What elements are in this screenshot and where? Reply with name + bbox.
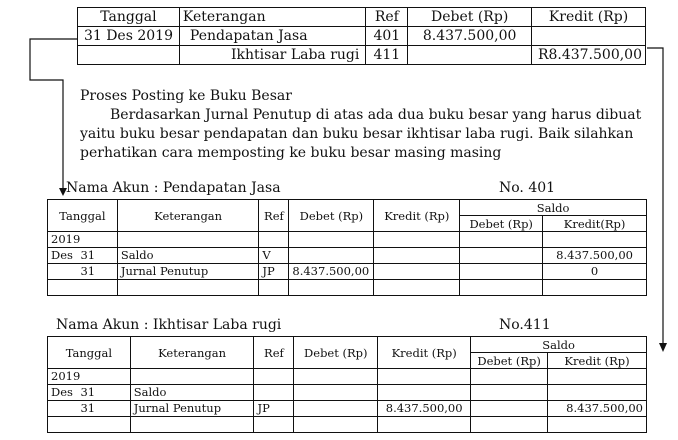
journal-cell-description: Ikhtisar Laba rugi bbox=[179, 46, 365, 65]
ledger1-cell-date: 2019 bbox=[48, 232, 118, 248]
ledger2-cell-day: 31 bbox=[77, 401, 130, 417]
ledger1-cell-ref: JP bbox=[259, 264, 289, 280]
arrow-to-ledger1 bbox=[30, 39, 78, 196]
ledger1-cell-saldo-kredit: 8.437.500,00 bbox=[543, 248, 647, 264]
journal-cell-debet: 8.437.500,00 bbox=[408, 27, 532, 46]
paragraph-line: perhatikan cara memposting ke buku besar masing masing bbox=[80, 145, 502, 161]
ledger2-cell-keterangan: Saldo bbox=[130, 385, 254, 401]
ledger1-header-debet: Debet (Rp) bbox=[289, 200, 374, 232]
ledger2-cell-date: 2019 bbox=[48, 369, 131, 385]
ledger1-header-tanggal: Tanggal bbox=[48, 200, 118, 232]
ledger1-cell-day: 31 bbox=[77, 264, 117, 280]
journal-cell-ref: 411 bbox=[366, 46, 408, 65]
ledger1-cell-keterangan: Saldo bbox=[117, 248, 259, 264]
ledger2-account-number: No.411 bbox=[499, 317, 551, 333]
ledger2-cell-ref: JP bbox=[254, 401, 294, 417]
journal-cell-description: Pendapatan Jasa bbox=[179, 27, 365, 46]
ledger2-cell-kredit: 8.437.500,00 bbox=[378, 401, 471, 417]
ledger2-cell-saldo-kredit: 8.437.500,00 bbox=[548, 401, 647, 417]
ledger1-cell-saldo-kredit: 0 bbox=[543, 264, 647, 280]
ledger2-header-tanggal: Tanggal bbox=[48, 337, 131, 369]
ledger2-header-ref: Ref bbox=[254, 337, 294, 369]
ledger2-header-saldo-debet: Debet (Rp) bbox=[471, 353, 548, 369]
journal-header-keterangan: Keterangan bbox=[179, 8, 365, 27]
ledger1-header-saldo: Saldo bbox=[460, 200, 647, 216]
ledger1-cell-month: Des bbox=[48, 248, 78, 264]
journal-cell-kredit: R8.437.500,00 bbox=[532, 46, 646, 65]
ledger1-header-keterangan: Keterangan bbox=[117, 200, 259, 232]
journal-header-debet: Debet (Rp) bbox=[408, 8, 532, 27]
paragraph-line: Berdasarkan Jurnal Penutup di atas ada dua buku besar yang harus dibuat bbox=[110, 107, 642, 123]
ledger2-cell-day: 31 bbox=[77, 385, 130, 401]
journal-cell-ref: 401 bbox=[366, 27, 408, 46]
ledger1-header-kredit: Kredit (Rp) bbox=[374, 200, 460, 232]
journal-header-ref: Ref bbox=[366, 8, 408, 27]
ledger1-cell-day: 31 bbox=[77, 248, 117, 264]
ledger2-cell-keterangan: Jurnal Penutup bbox=[130, 401, 254, 417]
ledger1-header-ref: Ref bbox=[259, 200, 289, 232]
ledger1-account-number: No. 401 bbox=[499, 180, 556, 196]
ledger1-cell-debet: 8.437.500,00 bbox=[289, 264, 374, 280]
ledger1-header-saldo-kredit: Kredit(Rp) bbox=[543, 216, 647, 232]
ledger2-header-debet: Debet (Rp) bbox=[294, 337, 378, 369]
ledger1-cell-ref: V bbox=[259, 248, 289, 264]
journal-header-tanggal: Tanggal bbox=[78, 8, 180, 27]
paragraph-line: yaitu buku besar pendapatan dan buku besar ikhtisar laba rugi. Baik silahkan bbox=[80, 126, 634, 142]
ledger1-account-name: Nama Akun : Pendapatan Jasa bbox=[66, 180, 281, 196]
section-title: Proses Posting ke Buku Besar bbox=[80, 88, 292, 104]
journal-cell-date: 31 Des 2019 bbox=[78, 27, 180, 46]
arrow-to-ledger2 bbox=[647, 48, 667, 352]
ledger2-header-keterangan: Keterangan bbox=[130, 337, 254, 369]
ledger2-header-kredit: Kredit (Rp) bbox=[378, 337, 471, 369]
ledger2-header-saldo: Saldo bbox=[471, 337, 647, 353]
ledger1-header-saldo-debet: Debet (Rp) bbox=[460, 216, 543, 232]
ledger2-account-name: Nama Akun : Ikhtisar Laba rugi bbox=[56, 317, 282, 333]
ledger1-cell-keterangan: Jurnal Penutup bbox=[117, 264, 259, 280]
ledger2-cell-month: Des bbox=[48, 385, 78, 401]
journal-header-kredit: Kredit (Rp) bbox=[532, 8, 646, 27]
ledger2-header-saldo-kredit: Kredit (Rp) bbox=[548, 353, 647, 369]
